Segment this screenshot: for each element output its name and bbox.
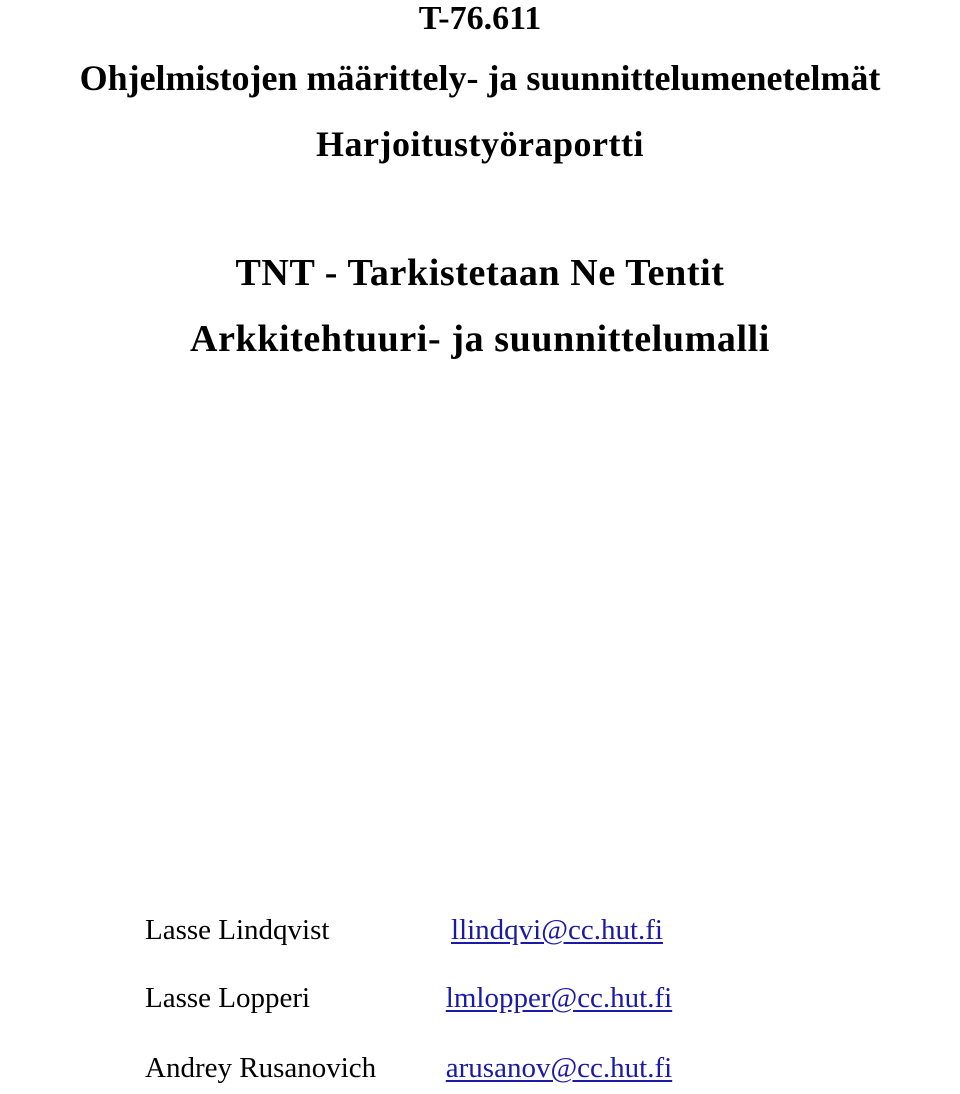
course-code: T-76.611 (418, 0, 542, 37)
author-row (0, 984, 960, 1024)
author-email-link[interactable]: lmlopper@cc.hut.fi (445, 982, 673, 1014)
document-title: Arkkitehtuuri- ja suunnittelumalli (190, 318, 770, 360)
author-email-link[interactable]: arusanov@cc.hut.fi (445, 1052, 673, 1084)
project-title: TNT - Tarkistetaan Ne Tentit (235, 252, 725, 294)
author-name: Andrey Rusanovich (145, 1052, 377, 1084)
report-type: Harjoitustyöraportti (316, 124, 644, 164)
author-row (0, 1054, 960, 1094)
author-email-link[interactable]: llindqvi@cc.hut.fi (451, 914, 663, 946)
author-row (0, 916, 960, 956)
course-name: Ohjelmistojen määrittely- ja suunnittelumenetelmät (79, 58, 881, 98)
author-name: Lasse Lopperi (145, 982, 311, 1014)
author-name: Lasse Lindqvist (145, 914, 330, 946)
